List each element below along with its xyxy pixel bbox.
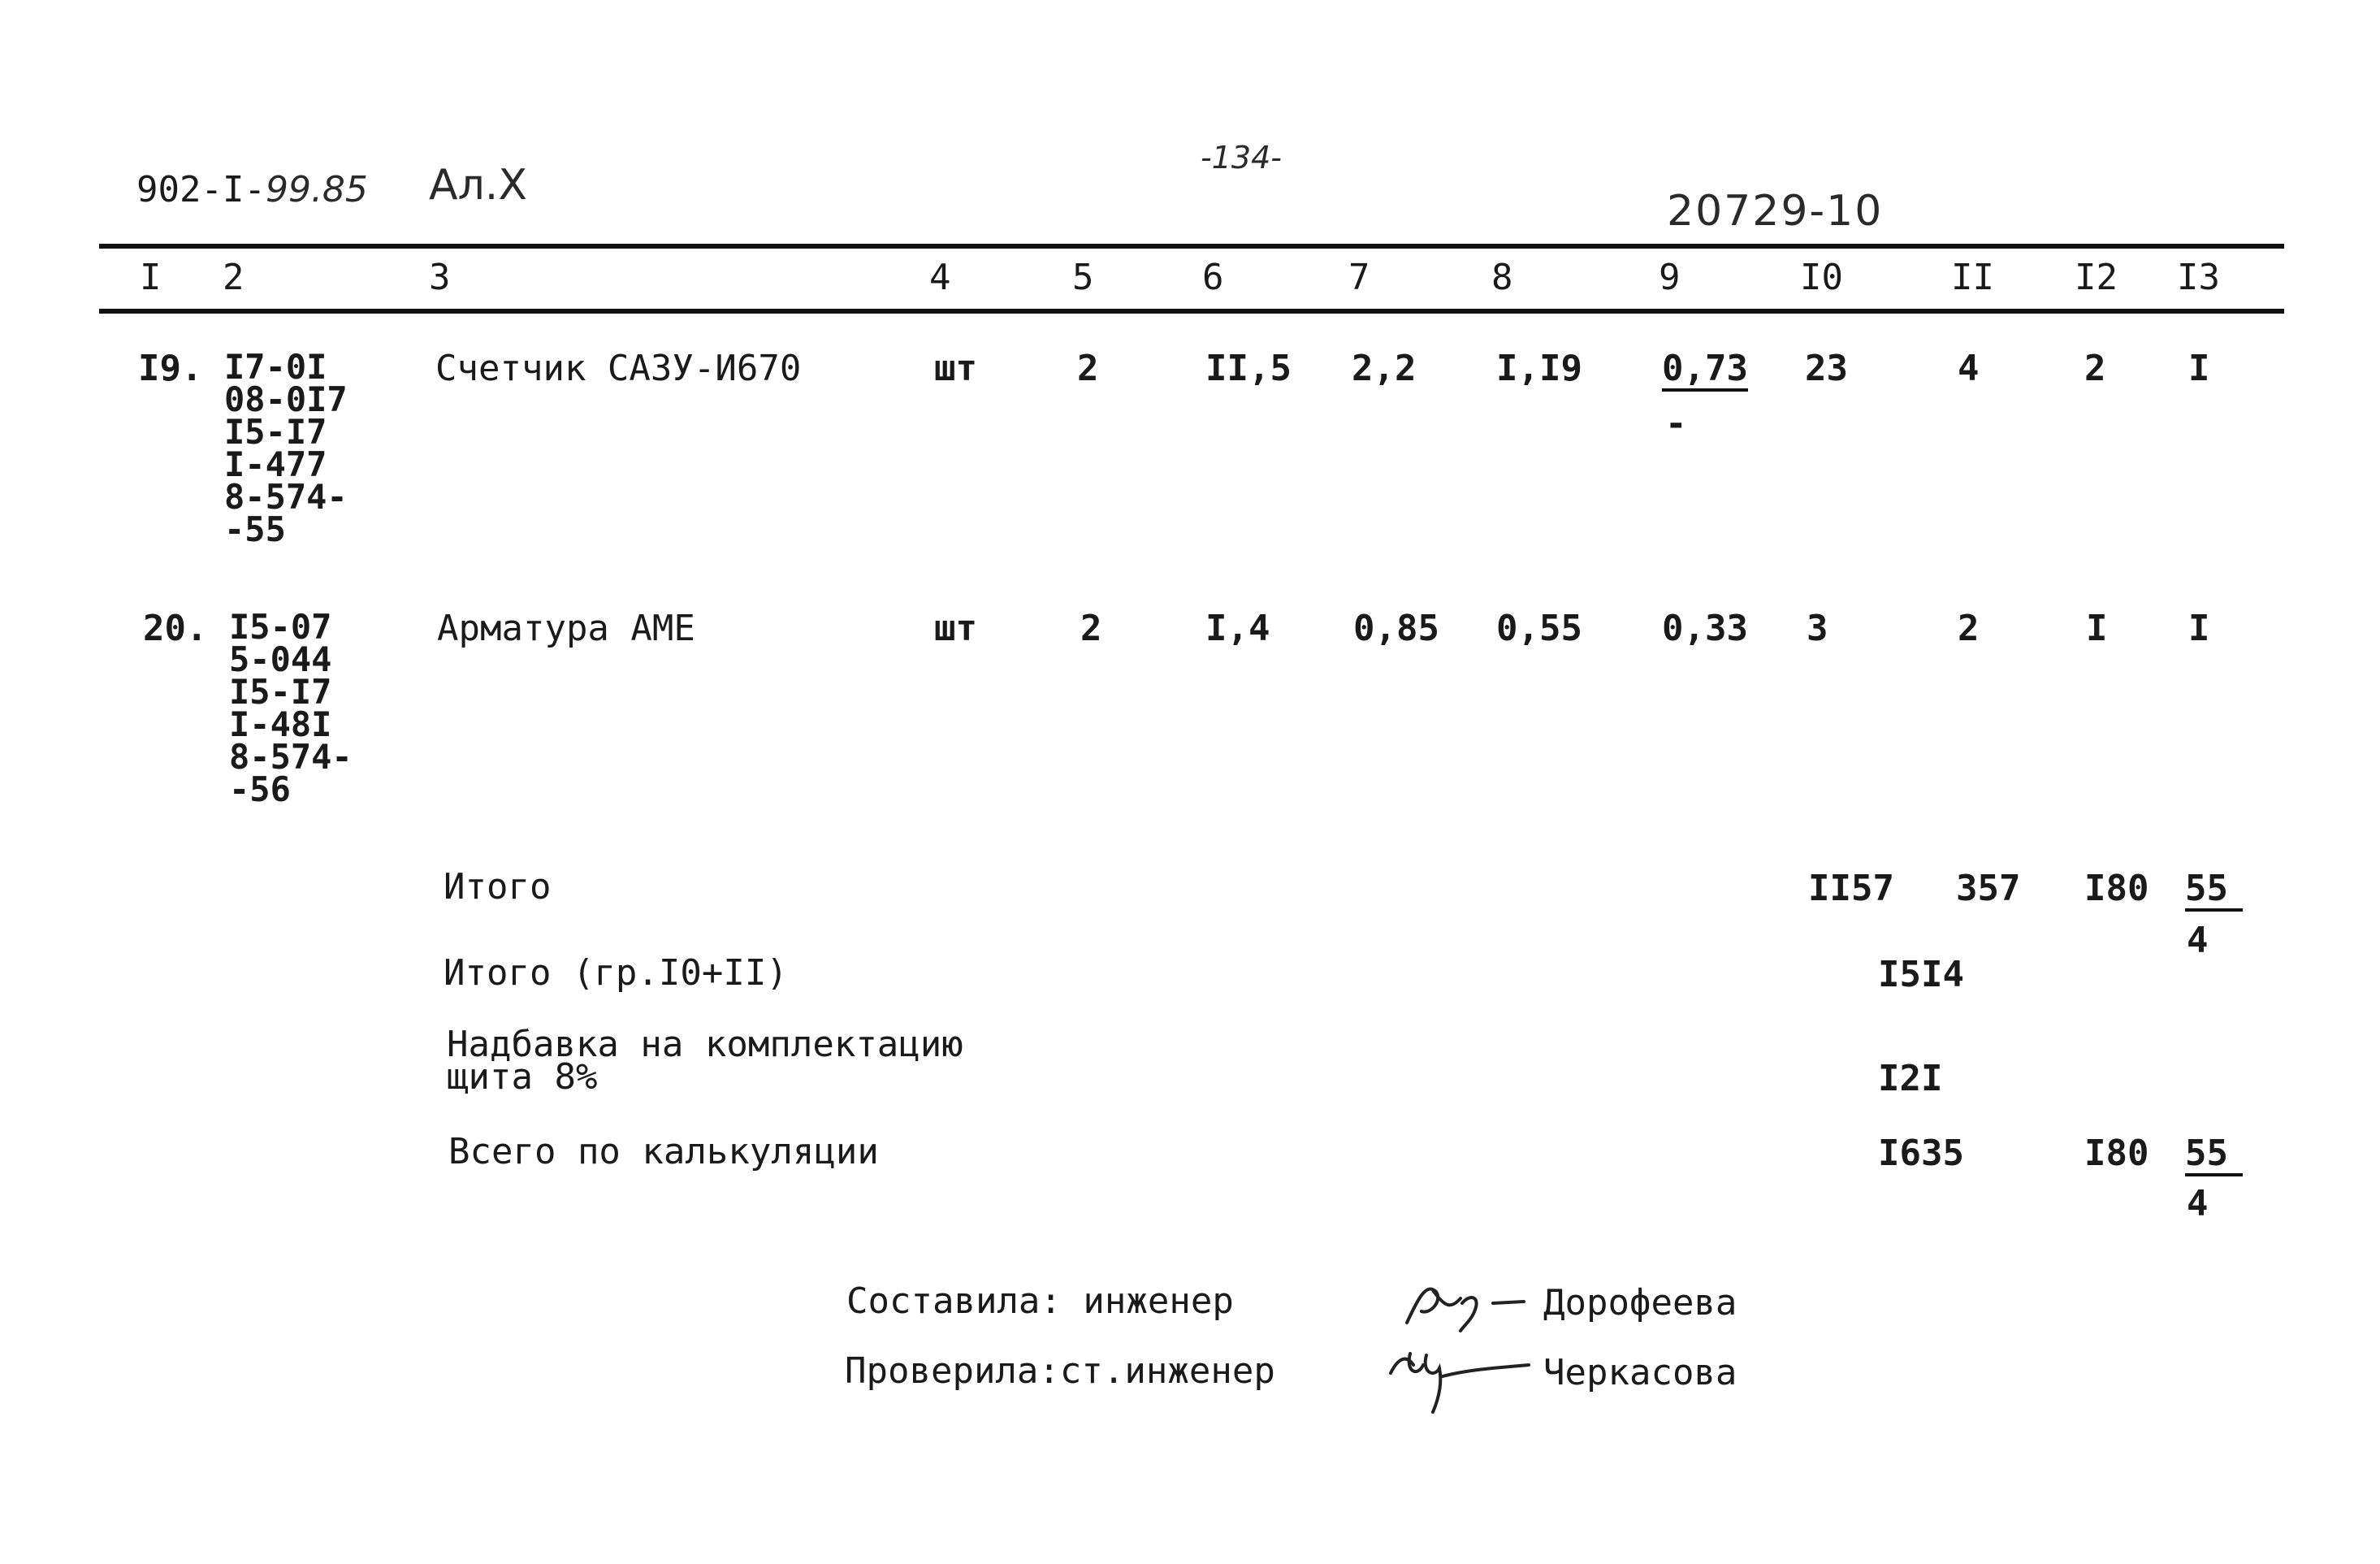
- vsego-col13-numerator: 55: [2185, 1136, 2243, 1176]
- nadbavka-line2: щита 8%: [447, 1056, 598, 1098]
- column-header: I2: [2075, 257, 2118, 298]
- itogo-col13-denominator: 4: [2187, 920, 2209, 961]
- row-codes: [224, 347, 348, 549]
- code-line: 5-044: [229, 639, 332, 679]
- code-line: -56: [229, 769, 291, 809]
- column-header: 7: [1348, 257, 1370, 298]
- item-name: Счетчик САЗУ-И670: [435, 348, 802, 389]
- itogo-col11: 357: [1956, 868, 2021, 909]
- cell-col8: I,I9: [1496, 348, 1582, 389]
- itogo-gr-label: Итого (гр.I0+II): [444, 952, 788, 994]
- cell-col12: 2: [2084, 348, 2106, 389]
- itogo-gr-value: I5I4: [1878, 954, 1964, 995]
- compiled-by-label: Составила: инженер: [846, 1280, 1234, 1322]
- cell-col5: 2: [1077, 348, 1099, 389]
- code-line: I7-0I: [224, 347, 327, 387]
- nadbavka-line1: Надбавка на комплектацию: [447, 1024, 963, 1065]
- column-header: 6: [1202, 257, 1224, 298]
- vsego-label: Всего по калькуляции: [448, 1131, 879, 1172]
- code-line: I5-07: [229, 607, 332, 647]
- nadbavka-label: [447, 1024, 963, 1098]
- checked-by-name: Черкасова: [1543, 1352, 1737, 1393]
- cell-col7: 2,2: [1352, 348, 1417, 389]
- album-label: Ал.X: [429, 161, 527, 210]
- code-line: I5-I7: [224, 412, 327, 452]
- nadbavka-value: I2I: [1878, 1058, 1943, 1099]
- itogo-col12: I80: [2084, 868, 2149, 909]
- column-header: 9: [1659, 257, 1681, 298]
- cell-col11: 4: [1958, 348, 1980, 389]
- cell-col8: 0,55: [1496, 608, 1582, 649]
- vsego-col12: I80: [2084, 1133, 2149, 1174]
- column-header: I3: [2177, 257, 2220, 298]
- cell-col6: II,5: [1205, 348, 1292, 389]
- document-code-handwritten: 99.85: [265, 169, 368, 210]
- cell-col13: I: [2188, 348, 2210, 389]
- code-line: 08-0I7: [224, 379, 348, 419]
- column-header: 5: [1072, 257, 1094, 298]
- cell-col9-below: -: [1665, 403, 1687, 444]
- code-line: I-48I: [229, 704, 332, 744]
- code-line: 8-574-: [224, 477, 348, 517]
- code-line: I5-I7: [229, 672, 332, 712]
- code-line: I-477: [224, 444, 327, 484]
- cell-col10: 3: [1807, 608, 1828, 649]
- item-name: Арматура АМЕ: [437, 608, 695, 649]
- row-number: I9.: [138, 348, 203, 389]
- inventory-number: 20729-10: [1667, 187, 1884, 236]
- row-number: 20.: [143, 608, 208, 649]
- cell-col12: I: [2086, 608, 2108, 649]
- itogo-col13-numerator: 55: [2185, 871, 2243, 912]
- itogo-col10: II57: [1808, 868, 1894, 909]
- code-line: -55: [224, 509, 286, 549]
- handwritten-signature-1: [1402, 1274, 1532, 1331]
- cell-col9: 0,33: [1662, 608, 1748, 649]
- column-header: I: [140, 257, 162, 298]
- checked-by-label: Проверила:ст.инженер: [845, 1350, 1275, 1392]
- cell-col9: 0,73: [1662, 351, 1748, 392]
- column-header: 2: [223, 257, 244, 298]
- column-header: II: [1951, 257, 1994, 298]
- itogo-label: Итого: [444, 866, 552, 908]
- cell-col13: I: [2188, 608, 2210, 649]
- unit: шт: [934, 348, 977, 389]
- table-header-bottom-rule: [99, 309, 2284, 314]
- unit: шт: [934, 608, 977, 649]
- cell-col10: 23: [1805, 348, 1848, 389]
- document-code: [136, 169, 368, 210]
- column-header: 3: [429, 257, 451, 298]
- cell-col5: 2: [1080, 608, 1102, 649]
- code-line: 8-574-: [229, 737, 353, 777]
- table-top-rule: [99, 244, 2284, 249]
- column-header: 8: [1491, 257, 1513, 298]
- compiled-by-name: Дорофеева: [1543, 1282, 1737, 1324]
- column-header: I0: [1800, 257, 1843, 298]
- cell-col6: I,4: [1205, 608, 1270, 649]
- page-number: -134-: [1201, 140, 1282, 175]
- column-header: 4: [929, 257, 951, 298]
- document-code-printed: 902-I-: [136, 169, 266, 210]
- cell-col11: 2: [1958, 608, 1980, 649]
- cell-col7: 0,85: [1353, 608, 1439, 649]
- row-codes: [229, 607, 353, 809]
- handwritten-signature-2: [1386, 1341, 1532, 1414]
- vsego-col13-denominator: 4: [2187, 1183, 2209, 1224]
- vsego-value: I635: [1878, 1133, 1964, 1174]
